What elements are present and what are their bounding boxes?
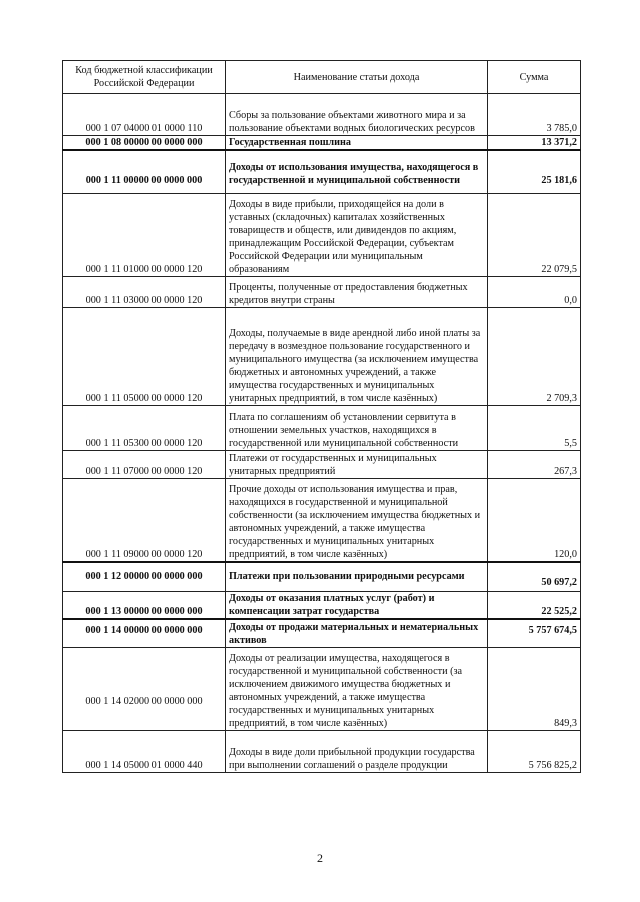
row-name: Доходы от реализации имущества, находящегося в государственной и муниципальной собственности (за исключением движимого имущества бюджетных и автономных учреждений, а также имущества государственных и муниципальных унитарных предприятий, в том числе казённых) — [226, 647, 488, 730]
row-code: 000 1 11 05300 00 0000 120 — [63, 405, 226, 450]
row-code: 000 1 11 01000 00 0000 120 — [63, 193, 226, 276]
table-row — [63, 562, 581, 591]
row-code: 000 1 14 05000 01 0000 440 — [63, 730, 226, 772]
row-code: 000 1 13 00000 00 0000 000 — [63, 591, 226, 619]
row-code: 000 1 14 00000 00 0000 000 — [63, 619, 226, 647]
row-name: Платежи при пользовании природными ресурсами — [226, 562, 488, 591]
row-sum: 22 525,2 — [488, 591, 581, 619]
table-row — [63, 730, 581, 772]
row-sum: 5 756 825,2 — [488, 730, 581, 772]
row-code: 000 1 11 09000 00 0000 120 — [63, 478, 226, 562]
row-name: Плата по соглашениям об установлении сервитута в отношении земельных участков, находящихся в государственной или муниципальной собственности — [226, 405, 488, 450]
header-sum: Сумма — [488, 61, 581, 94]
header-name: Наименование статьи дохода — [226, 61, 488, 94]
row-name: Доходы, получаемые в виде арендной либо иной платы за передачу в возмездное пользование государственного и муниципального имущества (за исключением имущества бюджетных и автономных учреждений, а также имущества государственных и муниципальных унитарных предприятий, в том числе казённых) — [226, 307, 488, 405]
table-row — [63, 591, 581, 619]
row-sum: 22 079,5 — [488, 193, 581, 276]
row-sum: 50 697,2 — [488, 562, 581, 591]
row-code: 000 1 07 04000 01 0000 110 — [63, 94, 226, 136]
row-code: 000 1 11 05000 00 0000 120 — [63, 307, 226, 405]
row-name: Доходы от оказания платных услуг (работ) и компенсации затрат государства — [226, 591, 488, 619]
row-sum: 13 371,2 — [488, 136, 581, 151]
table-row — [63, 405, 581, 450]
table-row — [63, 150, 581, 193]
row-code: 000 1 08 00000 00 0000 000 — [63, 136, 226, 151]
header-code: Код бюджетной классификации Российской Федерации — [63, 61, 226, 94]
row-sum: 3 785,0 — [488, 94, 581, 136]
table-row — [63, 193, 581, 276]
row-sum: 25 181,6 — [488, 150, 581, 193]
table-row — [63, 647, 581, 730]
table-header-row — [63, 61, 581, 94]
row-code: 000 1 11 03000 00 0000 120 — [63, 276, 226, 307]
table-row — [63, 276, 581, 307]
row-code: 000 1 12 00000 00 0000 000 — [63, 562, 226, 591]
row-code: 000 1 14 02000 00 0000 000 — [63, 647, 226, 730]
revenue-table — [62, 60, 581, 773]
table-row — [63, 450, 581, 478]
table-row — [63, 619, 581, 647]
table-row — [63, 307, 581, 405]
table-row — [63, 478, 581, 562]
row-name: Сборы за пользование объектами животного мира и за пользование объектами водных биологических ресурсов — [226, 94, 488, 136]
row-name: Государственная пошлина — [226, 136, 488, 151]
row-sum: 0,0 — [488, 276, 581, 307]
row-name: Прочие доходы от использования имущества и прав, находящихся в государственной и муниципальной собственности (за исключением имущества бюджетных и автономных учреждений, а также имущества государственных и муниципальных унитарных предприятий, в том числе казённых) — [226, 478, 488, 562]
row-name: Проценты, полученные от предоставления бюджетных кредитов внутри страны — [226, 276, 488, 307]
row-sum: 120,0 — [488, 478, 581, 562]
row-sum: 267,3 — [488, 450, 581, 478]
row-sum: 2 709,3 — [488, 307, 581, 405]
page-number: 2 — [317, 851, 323, 865]
table-row — [63, 94, 581, 136]
row-name: Доходы в виде прибыли, приходящейся на доли в уставных (складочных) капиталах хозяйственных товариществ и обществ, или дивидендов по акциям, принадлежащим Российской Федерации, субъектам Российской Федерации или муниципальным образованиям — [226, 193, 488, 276]
row-name: Доходы от продажи материальных и нематериальных активов — [226, 619, 488, 647]
row-name: Доходы в виде доли прибыльной продукции государства при выполнении соглашений о разделе продукции — [226, 730, 488, 772]
row-code: 000 1 11 07000 00 0000 120 — [63, 450, 226, 478]
table-row — [63, 136, 581, 151]
row-sum: 849,3 — [488, 647, 581, 730]
row-code: 000 1 11 00000 00 0000 000 — [63, 150, 226, 193]
row-name: Доходы от использования имущества, находящегося в государственной и муниципальной собственности — [226, 150, 488, 193]
row-sum: 5,5 — [488, 405, 581, 450]
row-sum: 5 757 674,5 — [488, 619, 581, 647]
row-name: Платежи от государственных и муниципальных унитарных предприятий — [226, 450, 488, 478]
